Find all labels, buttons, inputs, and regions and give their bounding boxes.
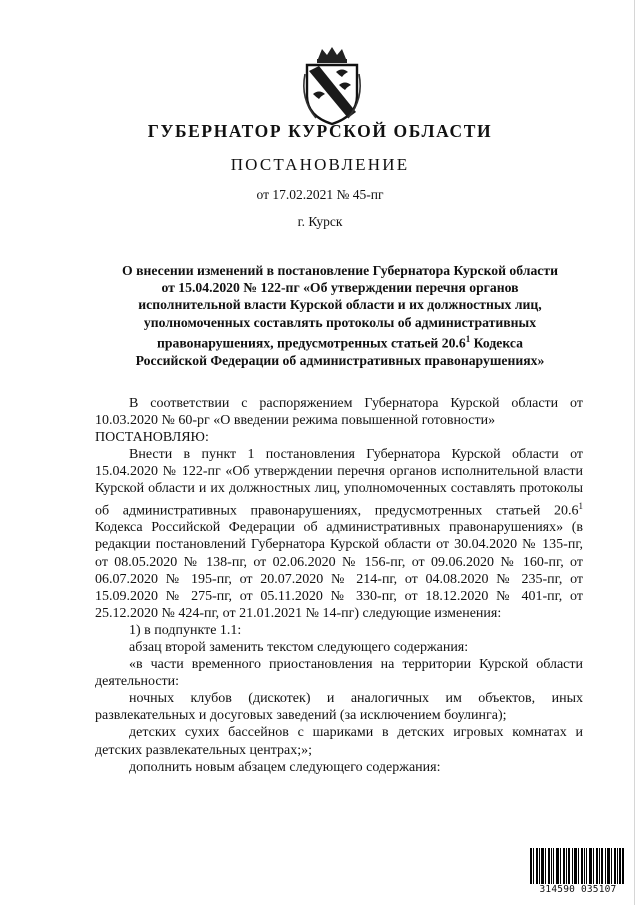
body-paragraph xyxy=(95,446,583,622)
body-decree-word: ПОСТАНОВЛЯЮ: xyxy=(95,430,209,446)
body-paragraph: «в части временного приостановления на территории Курской области деятельности: xyxy=(95,657,583,690)
document-date-number: от 17.02.2021 № 45-пг xyxy=(256,187,384,202)
body-text: Внести в пункт 1 постановления Губернатора Курской области от 15.04.2020 № 122-пг «Об утверждении перечня органов исполнительной власти Курской области и их должностных лиц, уполномоченных составлять протоколы об административных правонарушениях, предусмотренных статьей 20.6 xyxy=(95,447,583,519)
subject-line: от 15.04.2020 № 122-пг «Об утверждении перечня органов xyxy=(161,280,519,296)
body-paragraph: абзац второй заменить текстом следующего содержания: xyxy=(129,639,469,655)
body-paragraph: В соответствии с распоряжением Губернатора Курской области от 10.03.2020 № 60-рг «О введении режима повышенной готовности» xyxy=(95,396,583,429)
subject-line xyxy=(88,331,592,352)
body-paragraph: дополнить новым абзацем следующего содержания: xyxy=(129,759,441,775)
barcode-number: 314590 035107 xyxy=(528,884,628,895)
subject-text: Кодекса xyxy=(470,335,523,351)
kursk-coat-of-arms-icon xyxy=(296,44,368,126)
subject-line: Российской Федерации об административных правонарушениях» xyxy=(135,352,545,368)
document-type: ПОСТАНОВЛЕНИЕ xyxy=(230,155,410,174)
authority-title: ГУБЕРНАТОР КУРСКОЙ ОБЛАСТИ xyxy=(147,121,493,141)
subject-text: правонарушениях, предусмотренных статьей 20.6 xyxy=(157,335,466,351)
document-body xyxy=(95,395,583,776)
body-text: Кодекса Российской Федерации об административных правонарушениях» (в редакции постановлений Губернатора Курской области от 30.04.2020 № 135-пг, от 08.05.2020 № 138-пг, от 02.06.2020 № 156-пг, от 09.06.2020 № 160-пг, от 06.07.2020 № 195-пг, от 20.07.2020 № 214-пг, от 04.08.2020 № 235-пг, от 15.09.2020 № 275-пг, от 05.11.2020 № 330-пг, от 18.12.2020 № 401-пг, от 25.12.2020 № 424-пг, от 21.01.2021 № 14-пг) следующие изменения: xyxy=(95,520,583,621)
document-city: г. Курск xyxy=(297,214,343,229)
document-subject xyxy=(88,262,592,369)
subject-line: О внесении изменений в постановление Губернатора Курской области xyxy=(122,263,558,278)
subject-line: исполнительной власти Курской области и их должностных лиц, xyxy=(138,297,542,313)
body-paragraph: ночных клубов (дискотек) и аналогичных им объектов, иных развлекательных и досуговых заведений (за исключением боулинга); xyxy=(95,691,583,724)
subject-line: уполномоченных составлять протоколы об административных xyxy=(143,314,537,330)
body-superscript: 1 xyxy=(578,500,583,511)
body-paragraph: 1) в подпункте 1.1: xyxy=(129,622,242,638)
body-paragraph: детских сухих бассейнов с шариками в детских игровых комнатах и детских развлекательных центрах;»; xyxy=(95,725,583,758)
subject-superscript: 1 xyxy=(465,333,471,344)
